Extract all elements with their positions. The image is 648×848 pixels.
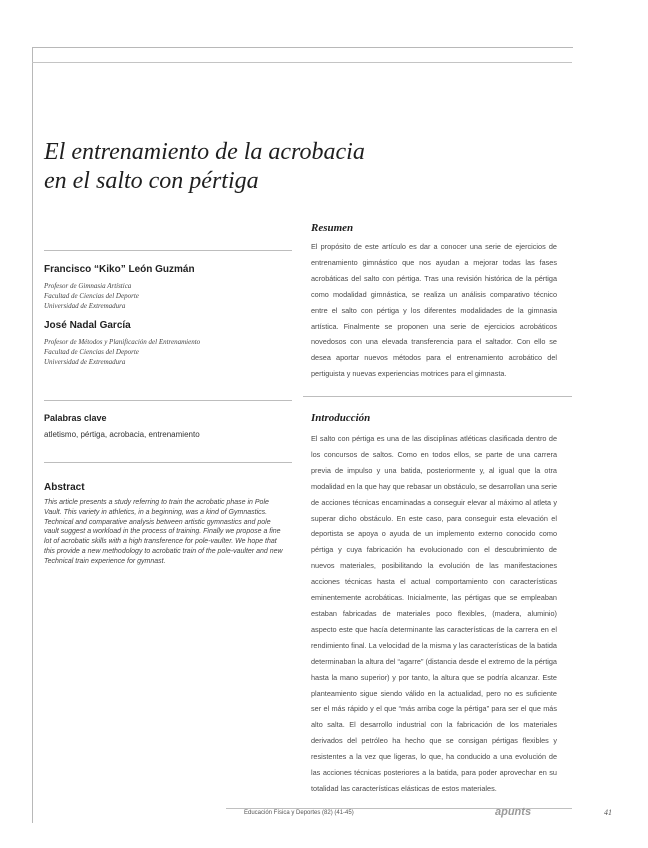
- introduccion-heading: Introducción: [311, 412, 371, 424]
- keywords-top-rule: [44, 400, 292, 401]
- keywords-text: atletismo, pértiga, acrobacia, entrenamiento: [44, 430, 200, 439]
- author-affiliation-line: Universidad de Extremadura: [44, 302, 126, 310]
- journal-brand-logo: apunts: [495, 806, 532, 818]
- author-affiliation-line: Facultad de Ciencias del Deporte: [44, 348, 139, 356]
- introduccion-text: El salto con pértiga es una de las disciplinas atléticas clasificada dentro de los concursos de saltos. Como en todos ellos, se parte de una carrera previa de impulso y una batida, posteriormente y, al igual que la otra modalidad en la que hay que rebasar un obstáculo, se desarrollan una serie de acciones técnicas encaminadas a conseguir elevar al máximo al atleta y superar dicho obstáculo. En este caso, para conseguir esta elevación el deportista se apoya o ayuda de un implemento externo conocido como pértiga y cuya fabricación ha evolucionado con el descubrimiento de nuevos materiales, posibilitando la evolución de las manifestaciones acciones técnicas hasta el actual comportamiento con características eminentemente acrobáticas. Inicialmente, las pértigas que se empleaban estaban fabricadas de materiales poco flexibles, (madera, aluminio) aspecto este que hacía determinante las características de la carrera en el rendimiento final. La velocidad de la misma y las características de la batida determinaban la altura del “agarre” (distancia desde el extremo de la pértiga hasta la mano superior) y por tanto, la altura que se podría alcanzar. Este planteamiento sigue siendo válido en la actualidad, pero no es suficiente ser el más rápido y el que “más arriba coge la pértiga” para ser el que más alto salta. El desarrollo industrial con la fabricación de los materiales derivados del petróleo ha hecho que se consigan pértigas flexibles y resistentes a la vez que ligeras, lo que, ha conducido a una evolución de las acciones técnicas posteriores a la batida, para poder aprovechar en su totalidad las características elásticas de estos materiales.: [311, 434, 557, 793]
- intro-top-rule: [303, 396, 572, 397]
- article-title: [44, 138, 365, 196]
- author-affiliation-line: Profesor de Métodos y Planificación del Entrenamiento: [44, 338, 201, 346]
- author-affiliation-line: Profesor de Gimnasia Artística: [44, 282, 132, 290]
- author-1: [44, 264, 284, 311]
- footer-journal: Educación Física y Deportes (82) (41-45): [244, 810, 354, 816]
- resumen-text: El propósito de este artículo es dar a conocer una serie de ejercicios de entrenamiento gimnástico que nos ayudan a mejorar todas las fases acrobáticas del salto con pértiga. Tras una revisión histórica de la pértiga como modalidad gimnástica, se realiza un análisis comparativo técnico entre el salto con pértiga y los diferentes modalidades de la gimnasia artística. Finalmente se proponen una serie de ejercicios acrobáticos novedosos con una elevada transferencia para el saltador. Con ello se desea aportar nuevos métodos para el entrenamiento acrobático del pertiguista y nuevas experiencias motrices para el gimnasta.: [311, 242, 557, 379]
- authors-top-rule: [44, 250, 292, 251]
- keywords-heading: Palabras clave: [44, 413, 107, 423]
- abstract-top-rule: [44, 462, 292, 463]
- abstract-text: This article presents a study referring to train the acrobatic phase in Pole Vault. This variety in athletics, in a beginning, was a kind of Gymnastics. Technical and comparative analysis between artistic gymnastics and pole vault suggest a workload in the process of training. Finally we propose a fine lot of acrobatic skills with a high transference for pole-vaulter. We hope that this provide a new methodology to acrobatic train of the pole-vaulter and new Technical train experience for gymnast.: [44, 499, 283, 565]
- resumen-heading: Resumen: [311, 222, 354, 234]
- author-name: José Nadal García: [44, 320, 131, 331]
- abstract-heading: Abstract: [44, 482, 85, 493]
- authors-block: [44, 264, 284, 376]
- author-affiliation-line: Universidad de Extremadura: [44, 358, 126, 366]
- title-line-2: en el salto con pértiga: [44, 168, 259, 194]
- page-number: 41: [604, 808, 612, 817]
- top-rule: [32, 62, 572, 63]
- title-line-1: El entrenamiento de la acrobacia: [44, 139, 365, 165]
- author-2: [44, 320, 284, 367]
- author-name: Francisco “Kiko” León Guzmán: [44, 264, 195, 275]
- author-affiliation-line: Facultad de Ciencias del Deporte: [44, 292, 139, 300]
